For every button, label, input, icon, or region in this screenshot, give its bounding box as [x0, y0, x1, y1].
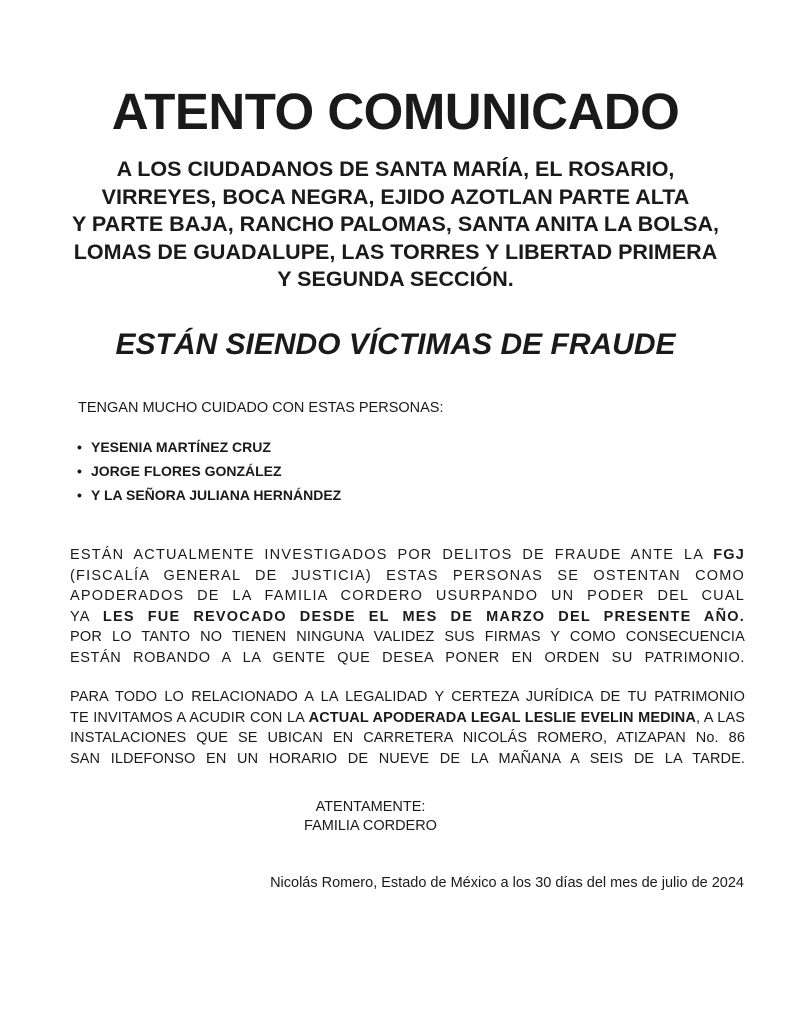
- audience-line: VIRREYES, BOCA NEGRA, EJIDO AZOTLAN PARTE ALTA: [101, 184, 690, 209]
- audience-line: A LOS CIUDADANOS DE SANTA MARÍA, EL ROSARIO,: [116, 157, 675, 181]
- audience-line: LOMAS DE GUADALUPE, LAS TORRES Y LIBERTAD PRIMERA: [73, 239, 718, 264]
- paragraph-line: SAN ILDEFONSO EN UN HORARIO DE NUEVE DE LA MAÑANA A SEIS DE LA TARDE.: [70, 750, 745, 767]
- paragraph-line: (FISCALÍA GENERAL DE JUSTICIA) ESTAS PERSONAS SE OSTENTAN COMO: [70, 567, 745, 584]
- paragraph-line: [70, 708, 745, 729]
- paragraph-bold-text: ACTUAL APODERADA LEGAL LESLIE EVELIN MEDINA: [308, 709, 696, 726]
- paragraph-line: INSTALACIONES QUE SE UBICAN EN CARRETERA NICOLÁS ROMERO, ATIZAPAN No. 86: [70, 730, 745, 746]
- list-item: • JORGE FLORES GONZÁLEZ: [77, 459, 341, 483]
- paragraph-line: POR LO TANTO NO TIENEN NINGUNA VALIDEZ SUS FIRMAS Y COMO CONSECUENCIA: [70, 629, 745, 645]
- paragraph-line: [70, 607, 745, 628]
- investigation-paragraph: [70, 545, 745, 668]
- paragraph-line: [70, 545, 745, 566]
- paragraph-text: ESTÁN ACTUALMENTE INVESTIGADOS POR DELITOS DE FRAUDE ANTE LA: [70, 547, 714, 563]
- paragraph-line: ESTÁN ROBANDO A LA GENTE QUE DESEA PONER EN ORDEN SU PATRIMONIO.: [70, 649, 745, 666]
- signature-name: FAMILIA CORDERO: [304, 818, 437, 834]
- paragraph-line: PARA TODO LO RELACIONADO A LA LEGALIDAD Y CERTEZA JURÍDICA DE TU PATRIMONIO: [70, 689, 745, 705]
- list-item: • YESENIA MARTÍNEZ CRUZ: [77, 435, 341, 459]
- list-item: • Y LA SEÑORA JULIANA HERNÁNDEZ: [77, 483, 341, 507]
- paragraph-bold-text: LES FUE REVOCADO DESDE EL MES DE MARZO DEL PRESENTE AÑO.: [102, 608, 745, 625]
- date-line: Nicolás Romero, Estado de México a los 30 días del mes de julio de 2024: [270, 875, 744, 891]
- paragraph-text: YA: [70, 608, 103, 625]
- invitation-paragraph: [70, 687, 745, 769]
- warning-intro: TENGAN MUCHO CUIDADO CON ESTAS PERSONAS:: [78, 400, 444, 416]
- paragraph-bold-text: FGJ: [713, 547, 745, 563]
- audience-line: Y PARTE BAJA, RANCHO PALOMAS, SANTA ANITA LA BOLSA,: [72, 212, 719, 236]
- paragraph-text: TE INVITAMOS A ACUDIR CON LA: [70, 709, 309, 726]
- audience-block: [40, 156, 751, 294]
- closing-text: ATENTAMENTE:: [315, 799, 426, 815]
- fraud-headline: ESTÁN SIENDO VÍCTIMAS DE FRAUDE: [115, 328, 676, 361]
- persons-list: [77, 435, 341, 507]
- paragraph-line: APODERADOS DE LA FAMILIA CORDERO USURPANDO UN PODER DEL CUAL: [70, 588, 745, 604]
- paragraph-text: , A LAS: [695, 709, 745, 726]
- signature-block: [0, 798, 741, 836]
- audience-line: Y SEGUNDA SECCIÓN.: [277, 267, 514, 291]
- document-title: ATENTO COMUNICADO: [111, 83, 680, 140]
